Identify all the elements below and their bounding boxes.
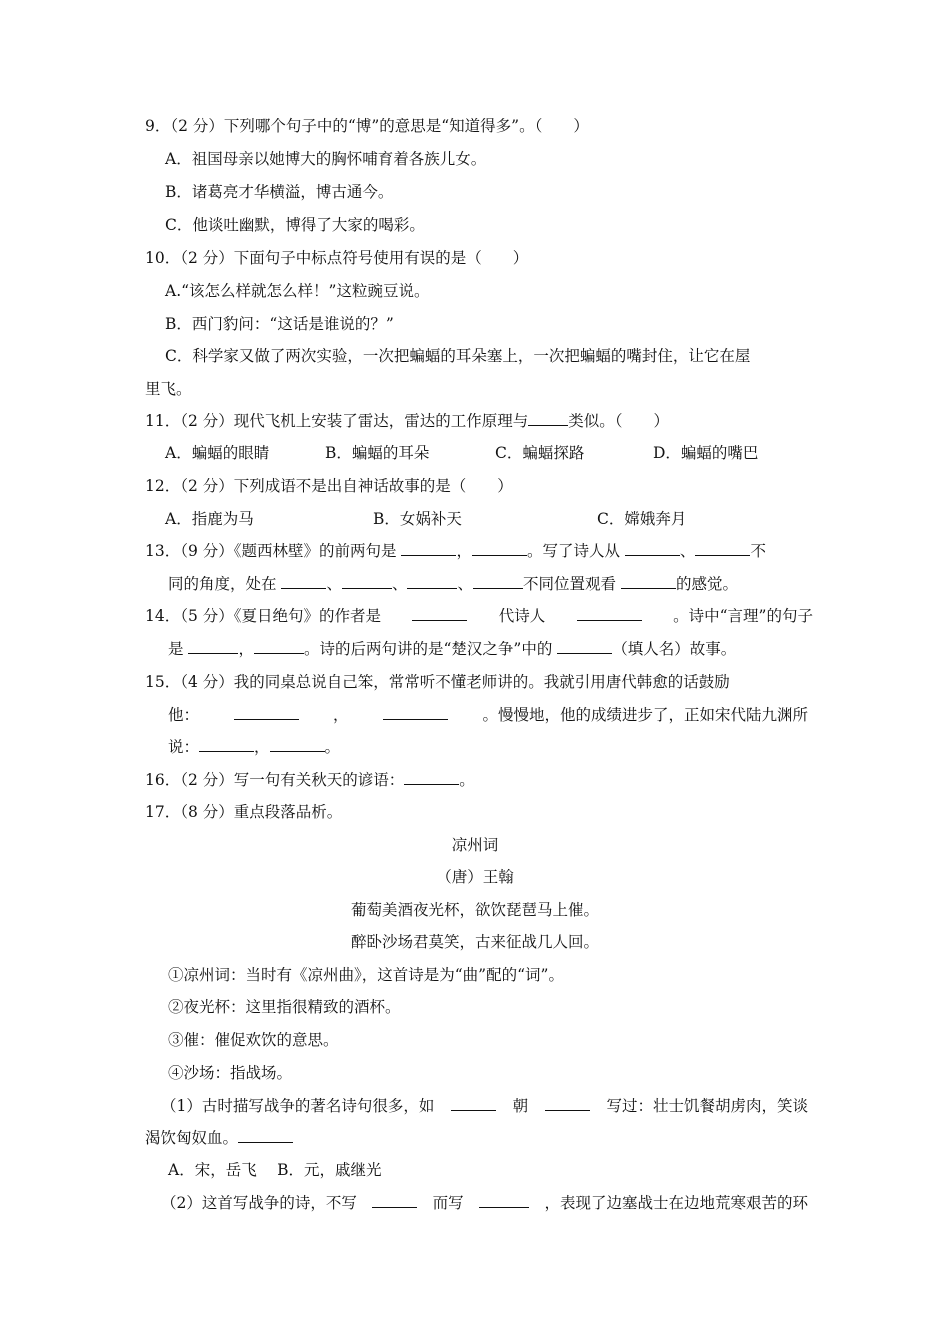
q14-l2d: （填人名）故事。 [612,640,737,658]
q11-option-d: D．蝙蝠的嘴巴 [653,444,759,462]
q14-l2a: 是 [168,640,184,658]
q11-stem-b: 类似。（ ） [568,412,670,430]
q15-line1: 15．（4 分）我的同桌总说自己笨，常常听不懂老师讲的。我就引用唐代韩愈的话鼓励 [145,673,730,691]
q15-line3 [168,737,340,757]
sub1-c: 写过：壮士饥餐胡虏肉，笑谈 [606,1097,808,1115]
q13-l2b: 不同位置观看 [523,575,617,593]
q10-option-c: C．科学家又做了两次实验，一次把蝙蝠的耳朵塞上，一次把蝙蝠的嘴封住，让它在屋 [165,347,751,365]
q10-option-b: B．西门豹问：“这话是谁说的？” [165,315,394,333]
q13-line1 [145,541,766,561]
q16-a: 16．（2 分）写一句有关秋天的谚语： [145,771,405,789]
q14-l2b: ， [238,640,254,658]
q9-option-c: C．他谈吐幽默，博得了大家的喝彩。 [165,216,425,234]
answer-blank[interactable] [281,574,326,589]
answer-blank[interactable] [270,737,325,752]
sub2-a: （2）这首写战争的诗，不写 [161,1194,357,1212]
answer-blank[interactable] [254,639,304,654]
q15-l3b: ， [254,738,270,756]
q15-l2c: 。慢慢地，他的成绩进步了，正如宋代陆九渊所 [482,706,808,724]
q11-stem [145,411,669,431]
q13-line2 [168,574,738,594]
q15-l3c: 。 [324,738,341,756]
q12-option-c: C．嫦娥奔月 [597,510,687,528]
answer-blank[interactable] [472,541,527,556]
q13-l1e: 不 [750,542,766,560]
sub1-a: （1）古时描写战争的著名诗句很多，如 [161,1097,435,1115]
q16-b: 。 [459,771,475,789]
poem-line-1: 葡萄美酒夜光杯，欲饮琵琶马上催。 [350,901,599,919]
q15-l3a: 说： [168,738,200,756]
q13-l1a: 13．（9 分）《题西林壁》的前两句是 [145,542,397,560]
answer-blank[interactable] [401,541,456,556]
q10-option-c-cont: 里飞。 [145,380,192,398]
poem-title: 凉州词 [451,836,499,854]
q14-line1 [145,606,813,626]
answer-blank[interactable] [407,574,457,589]
note-3: ③催：催促欢饮的意思。 [168,1031,339,1049]
q10-option-a: A.“该怎么样就怎么样！”这粒豌豆说。 [165,282,430,300]
poem-line-2: 醉卧沙场君莫笑，古来征战几人回。 [350,933,599,951]
answer-blank[interactable] [621,574,676,589]
answer-blank[interactable] [372,1193,417,1208]
q13-l1b: ， [456,542,472,560]
answer-blank[interactable] [695,541,750,556]
sub2-c: ，表现了边塞战士在边地荒寒艰苦的环 [544,1194,808,1212]
answer-blank[interactable] [238,1128,293,1143]
sub2-line1 [161,1193,808,1213]
q9-option-a: A．祖国母亲以她博大的胸怀哺育着各族儿女。 [165,150,487,168]
q15-l2b: ， [332,706,349,724]
q15-line2 [168,705,808,725]
answer-blank[interactable] [412,606,467,621]
answer-blank[interactable] [557,639,612,654]
answer-blank[interactable] [188,639,238,654]
q14-line2 [168,639,736,659]
q11-stem-a: 11．（2 分）现代飞机上安装了雷达，雷达的工作原理与 [145,412,529,430]
answer-blank[interactable] [479,1193,529,1208]
sub1-line2 [145,1128,293,1148]
q13-l2a: 同的角度，处在 [168,575,277,593]
poem-author: （唐）王翰 [436,868,514,886]
q9-option-b: B．诸葛亮才华横溢，博古通今。 [165,183,394,201]
answer-blank[interactable] [234,705,299,720]
q11-option-a: A．蝙蝠的眼睛 [165,444,270,462]
q16-line [145,770,475,790]
note-4: ④沙场：指战场。 [168,1064,293,1082]
sub2-b: 而写 [432,1194,464,1212]
q12-option-a: A．指鹿为马 [165,510,254,528]
q15-l2a: 他： [168,706,200,724]
sub1-line1 [161,1096,808,1116]
answer-blank[interactable] [199,737,254,752]
answer-blank[interactable] [473,574,523,589]
q9-stem: 9．（2 分）下列哪个句子中的“博”的意思是“知道得多”。（ ） [145,117,589,135]
q11-option-c: C．蝙蝠探路 [495,444,585,462]
q13-l1d: 、 [679,542,696,560]
q13-l2c: 的感觉。 [675,575,738,593]
q12-option-b: B．女娲补天 [373,510,462,528]
q12-stem: 12．（2 分）下列成语不是出自神话故事的是（ ） [145,477,513,495]
answer-blank[interactable] [528,411,568,426]
answer-blank[interactable] [342,574,392,589]
q17-stem: 17．（8 分）重点段落品析。 [145,803,343,821]
q14-l2c: 。诗的后两句讲的是“楚汉之争”中的 [303,640,553,658]
note-2: ②夜光杯：这里指很精致的酒杯。 [168,998,401,1016]
answer-blank[interactable] [545,1096,590,1111]
q10-stem: 10．（2 分）下面句子中标点符号使用有误的是（ ） [145,249,529,267]
q14-l1c: 。诗中“言理”的句子 [673,607,813,625]
q14-l1b: 代诗人 [498,607,546,625]
q14-l1a: 14．（5 分）《夏日绝句》的作者是 [145,607,382,625]
q13-sep: 、 [457,575,473,593]
answer-blank[interactable] [577,606,642,621]
note-1: ①凉州词：当时有《凉州曲》，这首诗是为“曲”配的“词”。 [168,966,564,984]
sub1-d: 渴饮匈奴血。 [145,1129,239,1147]
q13-sep: 、 [391,575,408,593]
q11-option-b: B．蝙蝠的耳朵 [325,444,430,462]
sub1-b: 朝 [512,1097,529,1115]
sub1-options: A．宋，岳飞 B．元，戚继光 [168,1161,382,1179]
answer-blank[interactable] [383,705,448,720]
q13-sep: 、 [326,575,342,593]
q13-l1c: 。写了诗人从 [526,542,620,560]
answer-blank[interactable] [625,541,680,556]
answer-blank[interactable] [404,770,459,785]
answer-blank[interactable] [451,1096,496,1111]
